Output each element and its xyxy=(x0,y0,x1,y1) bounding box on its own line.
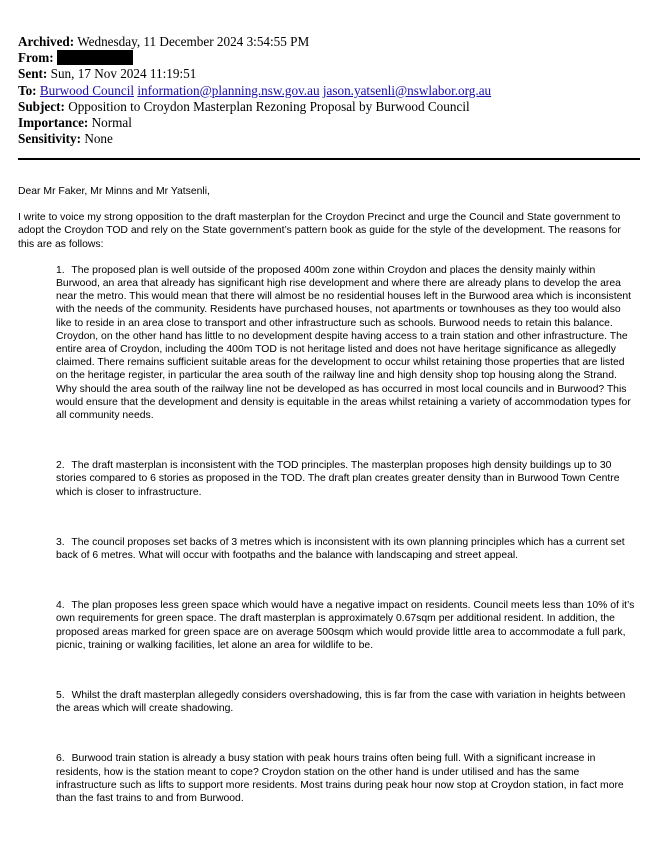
list-item-text: The plan proposes less green space which would have a negative impact on residents. Council meets less than 10% of it’s own requirements for green space. The draft masterplan is approximately 0.67sqm per additional resident. In addition, the proposed areas marked for green space are on average 500sqm which would provide little area to accommodate a full park, picnic, training or walking facilities, let alone an area for wildlife to be. xyxy=(56,600,635,651)
sent-value: Sun, 17 Nov 2024 11:19:51 xyxy=(50,66,197,82)
importance-label: Importance: xyxy=(18,115,89,131)
sent-row xyxy=(18,66,638,82)
archived-value: Wednesday, 11 December 2024 3:54:55 PM xyxy=(77,34,310,49)
list-item xyxy=(56,264,636,422)
subject-label: Subject: xyxy=(18,98,65,114)
list-item-number: 2. xyxy=(56,460,65,472)
list-item xyxy=(56,536,636,562)
importance-value: Normal xyxy=(91,115,132,131)
salutation: Dear Mr Faker, Mr Minns and Mr Yatsenli, xyxy=(18,186,210,197)
subject-row xyxy=(18,99,638,115)
email-body xyxy=(18,185,636,842)
list-item-text: The proposed plan is well outside of the proposed 400m zone within Croydon and places the density mainly within Burwood, an area that already has significant high rise development and where there are already plans to develop the area near the metro. This would mean that there will almost be no residential houses left in the Burwood area which is inconsistent with the needs of the community. Residents have purchased houses, not apartments or townhouses as they too would also like to reside in an area close to transport and other infrastructure such as schools. Burwood needs to retain this balance. Croydon, on the other hand has little to no development despite having access to a train station and other infrastructure. The entire area of Croydon, including the 400m TOD is not heritage listed and does not have heritage significance as allegedly claimed. There remains sufficient suitable areas for the development to occur whilst retaining those properties that are listed on the heritage register, in particular the area south of the railway line and high density shop top housing along the Strand. Why should the area south of the railway line not be developed as has occurred in most local councils and in Burwood? This would ensure that the development and density is equitable in the areas whilst retaining a variety of accommodation types for all community needs. xyxy=(56,264,632,422)
to-row xyxy=(18,83,638,99)
list-item-number: 5. xyxy=(56,690,65,702)
list-item-number: 4. xyxy=(56,600,65,612)
list-item-text: Burwood train station is already a busy station with peak hours trains often being full. With a significant increase in residents, how is the station meant to cope? Croydon station on the other hand is under utilised and has the same infrastructure such as lifts to support more residents. Most trains during peak hour now stop at Croydon station, in fact more than the fast trains to and from Burwood. xyxy=(56,753,624,805)
list-item xyxy=(56,752,636,805)
to-label: To: xyxy=(18,82,37,98)
sensitivity-value: None xyxy=(84,131,113,147)
from-label: From: xyxy=(18,50,54,66)
list-item-number: 6. xyxy=(56,753,65,765)
header-divider xyxy=(18,158,640,160)
importance-row xyxy=(18,115,638,131)
email-header xyxy=(18,34,638,147)
intro-paragraph: I write to voice my strong opposition to the draft masterplan for the Croydon Precinct and urge the Council and State government to adopt the Croydon TOD and rely on the State government’s pattern book as guide for the style of the development. The reasons for this are as follows: xyxy=(18,212,621,250)
list-item xyxy=(56,459,636,499)
sensitivity-label: Sensitivity: xyxy=(18,131,82,147)
list-item-text: The draft masterplan is inconsistent with the TOD principles. The masterplan proposes high density buildings up to 30 stories compared to 6 stories as proposed in the TOD. The draft plan creates greater density than in Burwood Town Centre which is closer to infrastructure. xyxy=(56,460,620,498)
recipient-link-burwood-council[interactable]: Burwood Council xyxy=(39,82,135,98)
archived-row xyxy=(18,34,638,50)
list-item-text: Whilst the draft masterplan allegedly considers overshadowing, this is far from the case with variation in heights between the areas which will create shadowing. xyxy=(56,690,626,715)
from-row xyxy=(18,50,638,66)
sensitivity-row xyxy=(18,131,638,147)
recipient-link-yatsenli[interactable]: jason.yatsenli@nswlabor.org.au xyxy=(322,82,492,98)
list-item xyxy=(56,599,636,652)
objection-list xyxy=(18,264,636,805)
list-item xyxy=(56,689,636,715)
list-item-number: 1. xyxy=(56,264,65,276)
archived-label: Archived: xyxy=(18,34,75,49)
list-item-number: 3. xyxy=(56,536,65,548)
sent-label: Sent: xyxy=(18,66,48,82)
subject-value: Opposition to Croydon Masterplan Rezoning Proposal by Burwood Council xyxy=(68,98,470,114)
redacted-sender xyxy=(57,50,133,65)
recipient-link-planning-nsw[interactable]: information@planning.nsw.gov.au xyxy=(137,82,320,98)
list-item-text: The council proposes set backs of 3 metres which is inconsistent with its own planning principles which has a current set back of 6 metres. What will occur with footpaths and the balance with landscaping and street appeal. xyxy=(56,536,625,562)
